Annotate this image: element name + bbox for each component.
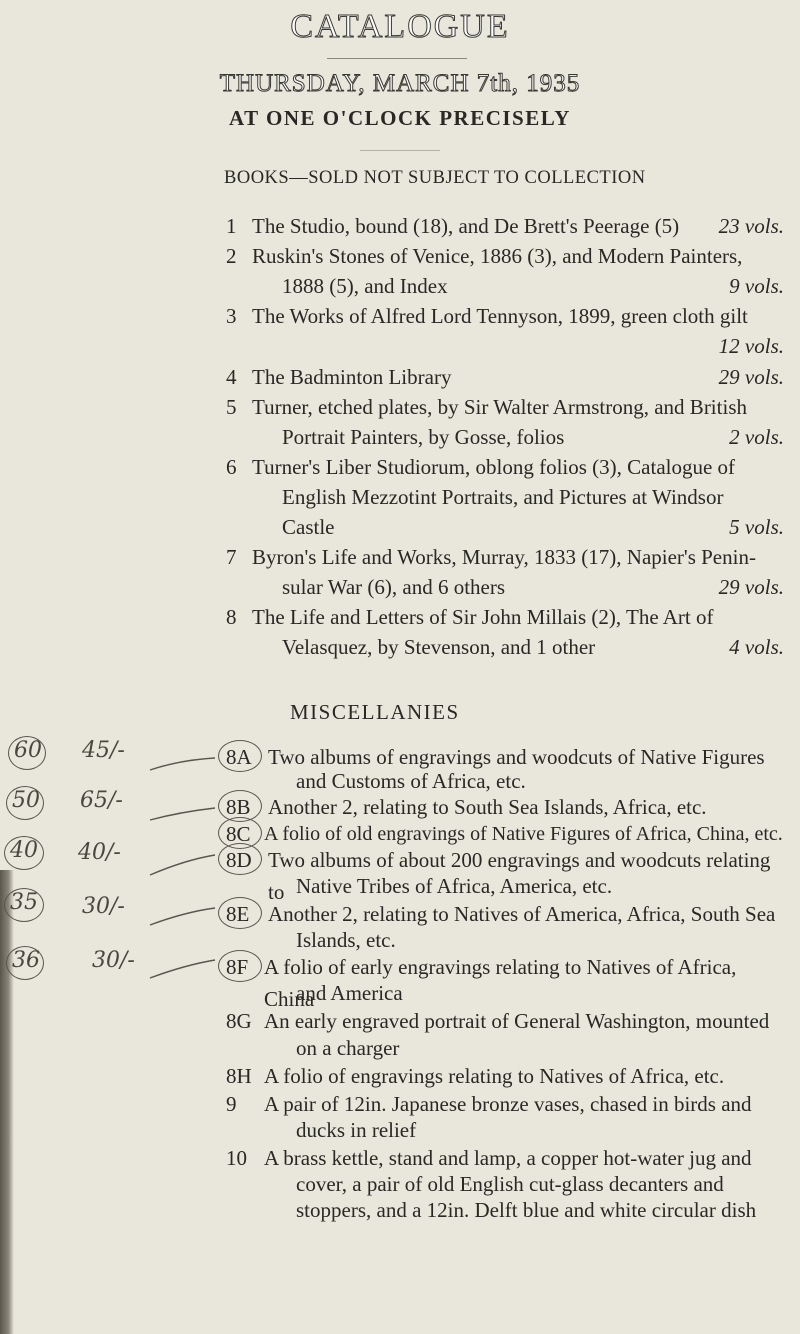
margin-note: 40 [10, 838, 38, 863]
margin-note: 45/- [82, 738, 125, 763]
margin-note: 30/- [92, 948, 135, 973]
margin-note: 50 [12, 788, 40, 813]
catalogue-page: CATALOGUE THURSDAY, MARCH 7th, 1935 AT ONE O'CLOCK PRECISELY BOOKS—SOLD NOT SUBJECT TO COLLECTION 1 The Studio, bound (18), and De Brett's Peerage (5) 23 vols. 2 Ruskin's Stones of Venice, 1886 (3), and Modern Painters, 1888 (5), and Index 9 vols. 3 The Works of Alfred Lord Tennyson, 1899, green cloth gilt 12 vols. 4 The Badminton Library 29 vols. 5 Turner, etched plates, by Sir Walter Armstrong, and British Portrait Painters, by Gosse, folios 2 vols. 6 Turner's Liber Studiorum, oblong folios (3), Catalogue of English Mezzotint Portraits, and Pictures at Windsor Castle 5 vols. 7 Byron's Life and Works, Murray, 1833 (17), Napier's Penin- sular War (6), and 6 others 29 vols. 8 The Life and Letters of Sir John Millais (2), The Art of Velasquez, by Stevenson, and 1 other 4 vols. MISCELLANIES 8A Two albums of engravings and woodcuts of Native Figures and Customs of Africa, etc. 8B Another 2, relating to South Sea Islands, Africa, etc. 8C A folio of old engravings of Native Figures of Africa, China, etc. 8D Two albums of about 200 engravings and woodcuts relating to Native Tribes of Africa, America, etc. 8E Another 2, relating to Natives of America, Africa, South Sea Islands, etc. 8F A folio of early engravings relating to Natives of Africa, China and America 8G An early engraved portrait of General Washington, mounted on a charger 8H A folio of engravings relating to Natives of Africa, etc. 9 A pair of 12in. Japanese bronze vases, chased in birds and ducks in relief 10 A brass kettle, stand and lamp, a copper hot-water jug and cover, a pair of old English cut-glass decanters and stoppers, and a 12in. Delft blue and white circular dish 60 45/- 50 65/- 40 40/- 35 30/- 36 30/- [0, 0, 800, 1334]
margin-note: 40/- [78, 840, 121, 865]
books-heading: BOOKS—SOLD NOT SUBJECT TO COLLECTION [224, 168, 646, 188]
margin-strokes [0, 730, 270, 990]
margin-note: 65/- [80, 788, 123, 813]
miscellanies-heading: MISCELLANIES [290, 700, 460, 724]
margin-note: 60 [14, 738, 42, 763]
margin-note: 30/- [82, 894, 125, 919]
margin-note: 36 [12, 948, 40, 973]
title-rule [327, 58, 467, 59]
section-rule [360, 150, 440, 151]
catalogue-title: CATALOGUE [290, 8, 510, 45]
sale-date: THURSDAY, MARCH 7th, 1935 [219, 70, 581, 97]
sale-time: AT ONE O'CLOCK PRECISELY [229, 106, 571, 130]
margin-note: 35 [10, 890, 38, 915]
